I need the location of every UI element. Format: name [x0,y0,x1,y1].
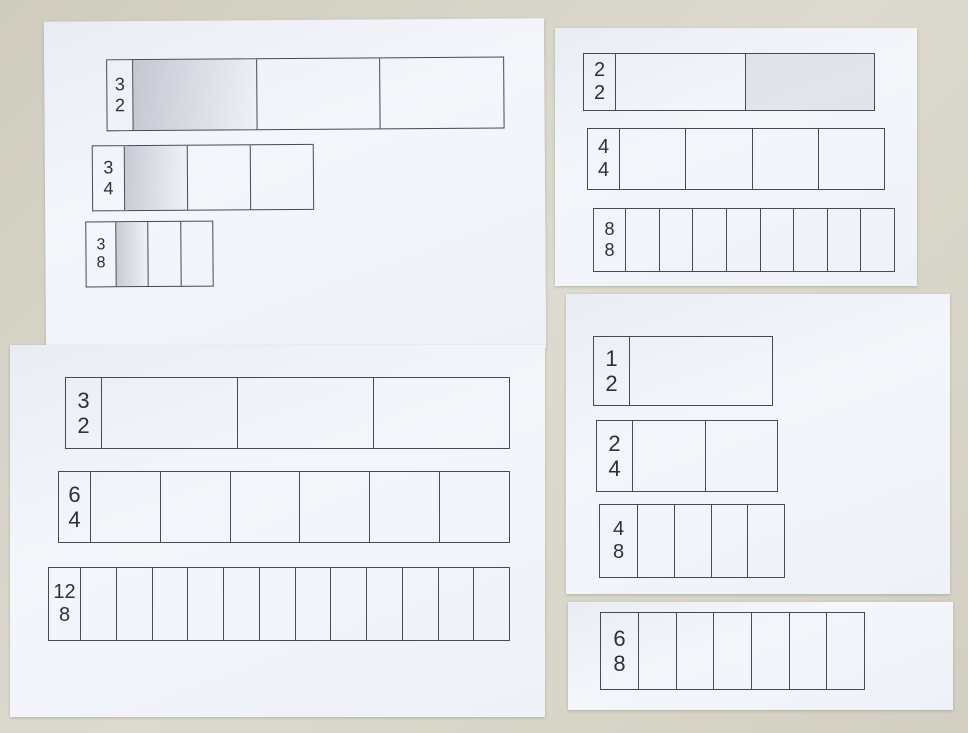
numerator: 3 [114,74,125,95]
fraction-cell [149,222,182,286]
fraction-cell [367,568,403,640]
fraction-strip [58,471,510,543]
denominator: 8 [612,541,625,563]
fraction-cell [626,209,660,271]
fraction-cell [380,58,503,129]
fraction-cell [727,209,761,271]
paper-sheet-bottom-right [568,602,953,710]
fraction-label [594,209,626,271]
fraction-cell [639,613,677,689]
fraction-cell [403,568,439,640]
fraction-cell [633,421,706,491]
fraction-label [86,222,116,286]
fraction-label [49,568,81,640]
fraction-strip [599,504,785,578]
numerator: 3 [103,157,114,178]
fraction-strip [596,420,778,492]
fraction-cell [677,613,715,689]
fraction-label [66,378,102,448]
fraction-strip [106,57,504,132]
fraction-strip [92,144,314,212]
fraction-cell [693,209,727,271]
fraction-cell [861,209,894,271]
fraction-cell [748,505,784,577]
fraction-cell [300,472,370,542]
fraction-cell [712,505,749,577]
fraction-cell [706,421,778,491]
fraction-cell [296,568,332,640]
fraction-cell [675,505,712,577]
numerator: 2 [608,430,621,456]
fraction-cell [620,129,686,189]
fraction-cell [125,146,188,210]
fraction-cell [116,222,149,286]
numerator: 12 [53,581,76,603]
fraction-cell [746,54,875,110]
denominator: 8 [613,651,626,676]
fraction-label [93,146,125,210]
fraction-cell [231,472,301,542]
fraction-label [600,505,638,577]
fraction-cell [616,54,746,110]
fraction-cell [827,613,864,689]
fraction-cell [439,568,475,640]
fraction-cell [638,505,675,577]
fraction-cell [752,613,790,689]
fraction-label [588,129,620,189]
paper-sheet-middle-right [566,294,950,594]
numerator: 4 [597,136,610,158]
fraction-cell [794,209,828,271]
numerator: 1 [605,345,618,371]
numerator: 3 [96,235,106,253]
fraction-cell [91,472,161,542]
numerator: 6 [613,625,626,651]
fraction-cell [181,222,213,286]
fraction-strip [587,128,885,190]
paper-sheet-bottom-left [10,345,545,717]
fraction-cell [761,209,795,271]
denominator: 2 [77,413,90,438]
fraction-cell [188,568,224,640]
fraction-label [594,337,630,405]
fraction-cell [753,129,819,189]
denominator: 4 [103,178,114,199]
fraction-cell [117,568,153,640]
fraction-cell [370,472,440,542]
fraction-strip [600,612,865,690]
paper-sheet-top-right [555,28,917,286]
numerator: 2 [593,59,606,81]
fraction-cell [790,613,828,689]
fraction-cell [224,568,260,640]
fraction-label [584,54,616,110]
fraction-cell [828,209,862,271]
fraction-cell [251,145,313,209]
denominator: 2 [593,82,606,104]
denominator: 2 [114,95,126,116]
fraction-cell [374,378,509,448]
fraction-cell [161,472,231,542]
fraction-cell [660,209,694,271]
numerator: 8 [604,219,615,240]
fraction-cell [331,568,367,640]
fraction-cell [102,378,238,448]
fraction-strip [48,567,510,641]
fraction-label [601,613,639,689]
numerator: 4 [612,518,625,540]
fraction-strip [583,53,875,111]
fraction-cell [260,568,296,640]
numerator: 3 [77,387,90,413]
denominator: 8 [604,240,615,260]
fraction-cell [819,129,884,189]
denominator: 8 [96,254,106,272]
fraction-cell [714,613,752,689]
denominator: 4 [597,159,610,181]
denominator: 4 [68,507,81,532]
fraction-label [107,60,133,130]
fraction-cell [440,472,509,542]
fraction-cell [81,568,117,640]
fraction-label [59,472,91,542]
paper-sheet-top-left [44,18,546,351]
denominator: 8 [58,604,71,626]
denominator: 4 [608,456,621,481]
fraction-cell [133,59,257,130]
fraction-cell [257,58,381,129]
fraction-cell [238,378,374,448]
fraction-cell [630,337,772,405]
fraction-label [597,421,633,491]
fraction-cell [474,568,509,640]
fraction-cell [153,568,189,640]
denominator: 2 [605,371,618,396]
fraction-cell [686,129,752,189]
numerator: 6 [68,481,81,507]
fraction-strip [85,221,213,288]
fraction-strip [593,208,895,272]
fraction-strip [65,377,510,449]
fraction-cell [188,145,251,209]
fraction-strip [593,336,773,406]
